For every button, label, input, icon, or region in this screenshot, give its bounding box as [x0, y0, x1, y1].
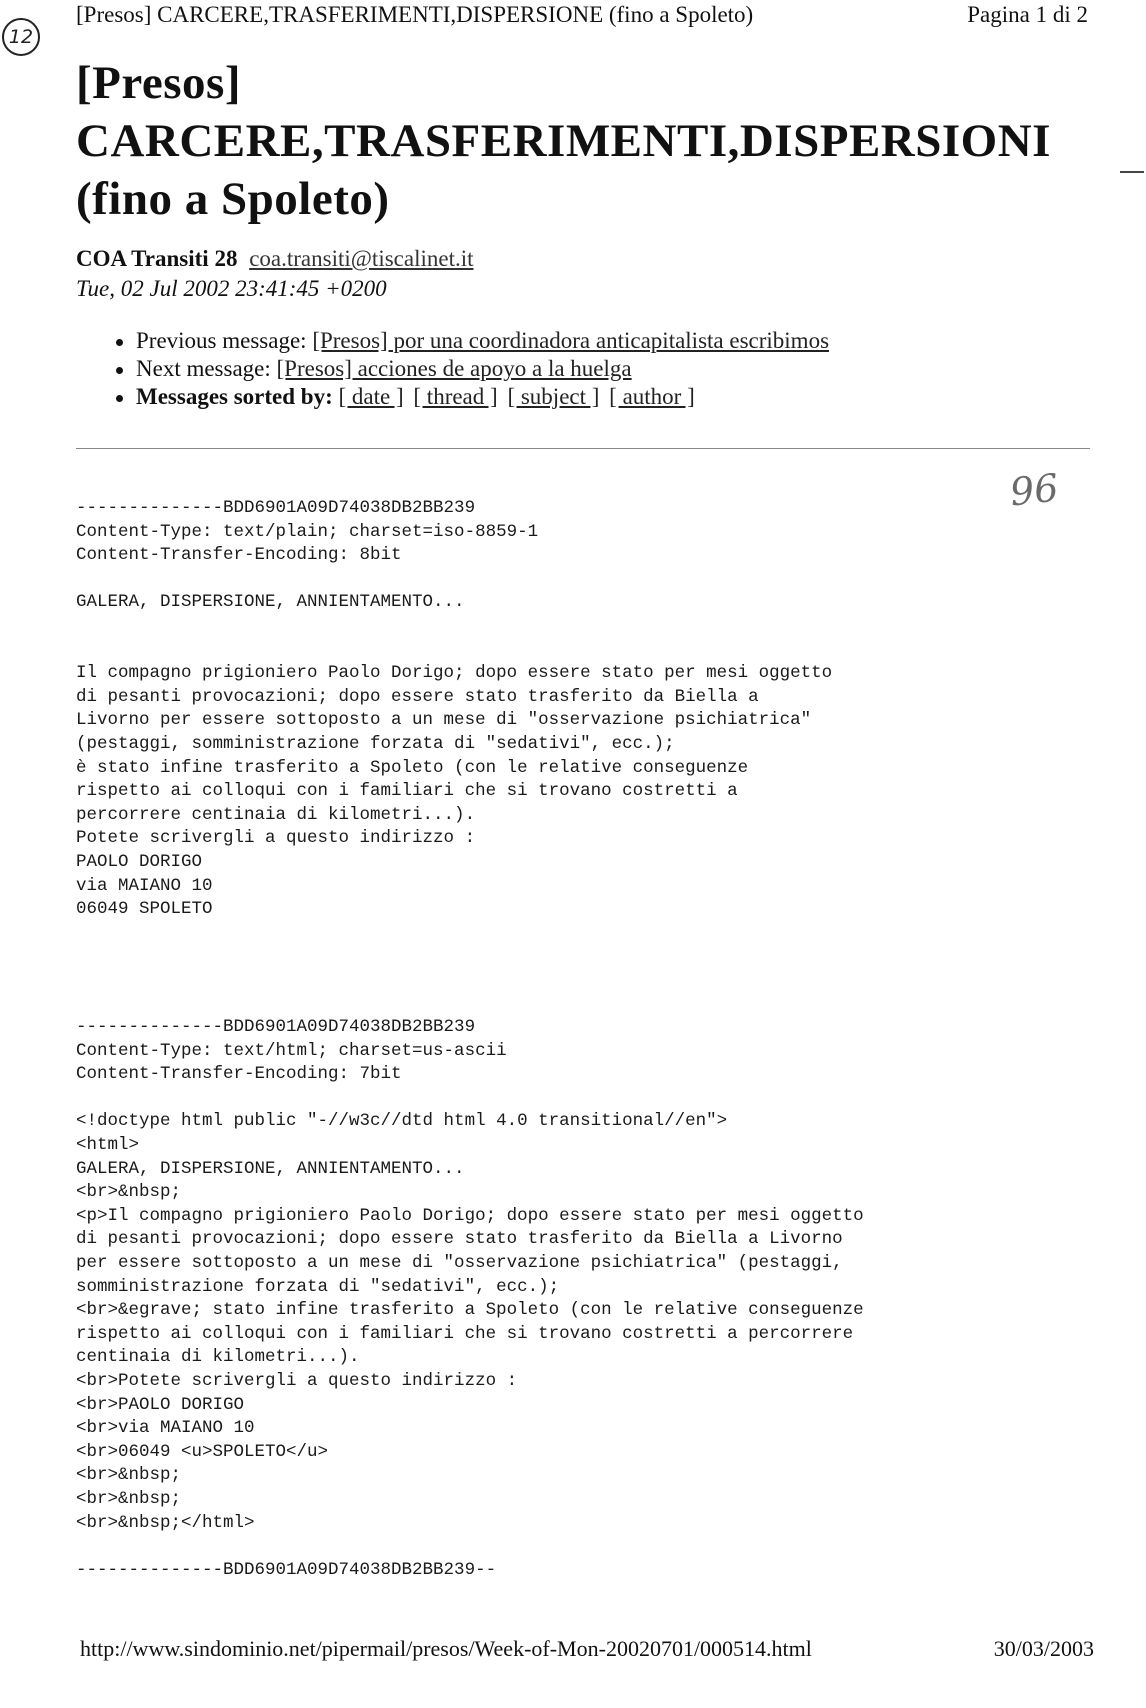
print-footer-url: http://www.sindominio.net/pipermail/presos/Week-of-Mon-20020701/000514.html	[80, 1636, 812, 1661]
margin-mark	[1120, 171, 1144, 173]
sort-by-subject-link[interactable]: [ subject ]	[507, 384, 600, 409]
previous-message-link[interactable]: [Presos] por una coordinadora anticapitalista escribimos	[312, 328, 830, 353]
sort-by-date-link[interactable]: [ date ]	[338, 384, 404, 409]
page-title-line: [Presos]	[76, 57, 241, 109]
next-message-label: Next message:	[136, 356, 271, 381]
next-message-link[interactable]: [Presos] acciones de apoyo a la huelga	[276, 356, 632, 381]
sort-options-label: Messages sorted by:	[136, 384, 333, 409]
sort-by-thread-link[interactable]: [ thread ]	[413, 384, 498, 409]
horizontal-divider	[76, 448, 1090, 449]
page-title	[76, 54, 1146, 228]
page-title-line: (fino a Spoleto)	[76, 173, 390, 225]
previous-message-item	[76, 327, 829, 355]
handwritten-number-annotation: 96	[1007, 465, 1061, 515]
author-email-link[interactable]: coa.transiti@tiscalinet.it	[249, 246, 474, 271]
print-footer-date: 30/03/2003	[993, 1636, 1094, 1661]
previous-message-label: Previous message:	[136, 328, 307, 353]
sort-options-item	[76, 383, 829, 411]
message-date: Tue, 02 Jul 2002 23:41:45 +0200	[76, 276, 387, 301]
author-name: COA Transiti 28	[76, 246, 238, 271]
sort-by-author-link[interactable]: [ author ]	[609, 384, 695, 409]
message-navigation	[76, 327, 829, 411]
print-header-title: [Presos] CARCERE,TRASFERIMENTI,DISPERSIONE (fino a Spoleto)	[76, 2, 754, 27]
author-line	[76, 246, 474, 272]
circled-page-number-annotation: 12	[2, 18, 40, 56]
next-message-item	[76, 355, 829, 383]
page-title-line: CARCERE,TRASFERIMENTI,DISPERSIONI	[76, 115, 1051, 167]
print-header-page-indicator: Pagina 1 di 2	[967, 2, 1088, 27]
message-body: --------------BDD6901A09D74038DB2BB239 Content-Type: text/plain; charset=iso-8859-1 Content-Transfer-Encoding: 8bit GALERA, DISPERSIONE, ANNIENTAMENTO... Il compagno prigioniero Paolo Dorigo; dopo essere stato per mesi oggetto di pesanti provocazioni; dopo essere stato trasferito da Biella a Livorno per essere sottoposto a un mese di "osservazione psichiatrica" (pestaggi, somministrazione forzata di "sedativi", ecc.); è stato infine trasferito a Spoleto (con le relative conseguenze rispetto ai colloqui con i familiari che si trovano costretti a percorrere centinaia di kilometri...). Potete scrivergli a questo indirizzo : PAOLO DORIGO via MAIANO 10 06049 SPOLETO --------------BDD6901A09D74038DB2BB239 Content-Type: text/html; charset=us-ascii Content-Transfer-Encoding: 7bit <!doctype html public "-//w3c//dtd html 4.0 transitional//en"> <html> GALERA, DISPERSIONE, ANNIENTAMENTO... <br>&nbsp; <p>Il compagno prigioniero Paolo Dorigo; dopo essere stato per mesi oggetto di pesanti provocazioni; dopo essere stato trasferito da Biella a Livorno per essere sottoposto a un mese di "osservazione psichiatrica" (pestaggi, somministrazione forzata di "sedativi", ecc.); <br>&egrave; stato infine trasferito a Spoleto (con le relative conseguenze rispetto ai colloqui con i familiari che si trovano costretti a percorrere centinaia di kilometri...). <br>Potete scrivergli a questo indirizzo : <br>PAOLO DORIGO <br>via MAIANO 10 <br>06049 <u>SPOLETO</u> <br>&nbsp; <br>&nbsp; <br>&nbsp;</html> --------------BDD6901A09D74038DB2BB239--	[76, 498, 864, 1580]
